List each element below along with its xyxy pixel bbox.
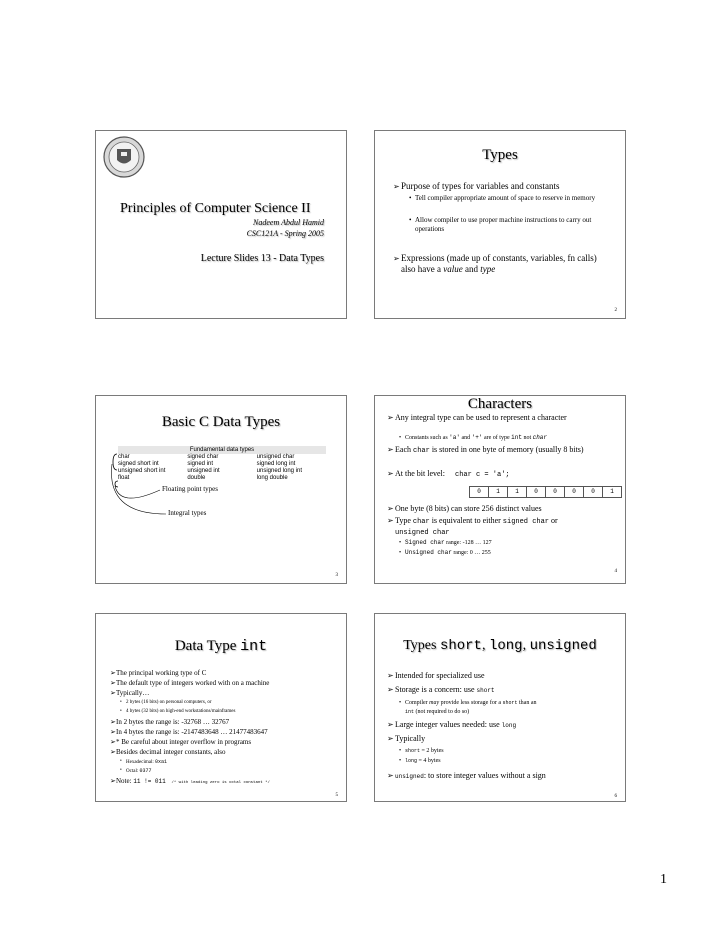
slide-title: Data Type int <box>174 638 268 655</box>
table-row: unsigned short int unsigned int unsigned long int <box>118 468 303 474</box>
label-floating-point: Floating point types <box>162 485 218 493</box>
bullet-expressions: ➢ Expressions (made up of constants, variables, fn calls) also have a value and type <box>393 253 597 274</box>
bullet-note: ➢ Note: 11 != 011 /* with leading zero is octal constant */ <box>110 777 270 785</box>
table-header: Fundamental data types <box>118 446 326 454</box>
bullet-purpose: ➢ Purpose of types for variables and constants <box>393 181 560 191</box>
bullet-integral-char: ➢ Any integral type can be used to represent a character <box>387 413 567 422</box>
bullet-typically: ➢ Typically… <box>110 689 150 697</box>
slide-number: 5 <box>335 793 338 798</box>
bullet-bit-level: ➢ At the bit level: char c = 'a'; <box>387 469 510 479</box>
bullet-unsigned: ➢ unsigned: to store integer values without a sign <box>387 771 546 780</box>
bullet-4byte-range: ➢ In 4 bytes the range is: -2147483648 … 21477483647 <box>110 728 268 736</box>
slide-number: 6 <box>614 794 617 799</box>
table-row: char signed char unsigned char <box>118 454 295 460</box>
bullet-byte: ➢ Each char is stored in one byte of memory (usually 8 bits) <box>387 445 584 455</box>
college-seal-icon <box>102 135 146 179</box>
bullet-2byte-range: ➢ In 2 bytes the range is: -32768 … 32767 <box>110 718 230 726</box>
slide-title: Types short, long, unsigned <box>403 638 597 654</box>
bit-cell: 0 <box>584 487 603 497</box>
bullet-default: ➢ The default type of integers worked with on a machine <box>110 679 270 687</box>
table-row: float double long double <box>118 475 288 481</box>
slide-title: Basic C Data Types <box>161 414 281 430</box>
label-integral: Integral types <box>168 509 207 517</box>
slide-title: Types <box>482 147 518 163</box>
presentation-title: Principles of Computer Science II <box>120 201 311 216</box>
bit-cell: 0 <box>470 487 489 497</box>
bullet-256-values: ➢ One byte (8 bits) can store 256 distinct values <box>387 504 542 513</box>
sub-bullet-hex: • Hexadecimal: 0xa1 <box>120 759 168 765</box>
slide-3 <box>95 395 347 584</box>
sub-bullet-space: • Tell compiler appropriate amount of space to reserve in memory <box>409 194 596 202</box>
course-name: CSC121A - Spring 2005 <box>246 229 324 238</box>
slide-number: 4 <box>614 569 617 574</box>
bit-cell: 1 <box>508 487 527 497</box>
table-row: signed short int signed int signed long int <box>118 461 296 467</box>
sub-bullet-instructions: • Allow compiler to use proper machine instructions to carry out operations <box>409 216 592 233</box>
slide-number: 2 <box>614 308 617 313</box>
slide-2 <box>374 130 626 319</box>
bullet-large: ➢ Large integer values needed: use long <box>387 720 517 729</box>
sub-bullet-unsigned-range: • Unsigned char range: 0 … 255 <box>399 549 491 556</box>
dot-bullet-icon: • <box>409 216 412 224</box>
arrow-bullet-icon: ➢ <box>393 182 400 191</box>
sub-bullet-short-size: • short = 2 bytes <box>399 748 444 754</box>
bit-cell: 0 <box>546 487 565 497</box>
bit-cell: 0 <box>527 487 546 497</box>
slide-6 <box>374 613 626 802</box>
bit-cell: 1 <box>489 487 508 497</box>
bit-diagram <box>469 486 622 498</box>
sub-bullet-constants: • Constants such as 'a' and '+' are of type int not char <box>399 434 548 441</box>
sub-bullet-2bytes: • 2 bytes (16 bits) on personal computers, or <box>120 700 212 705</box>
dot-bullet-icon: • <box>409 194 412 202</box>
bullet-constants: ➢ Besides decimal integer constants, also <box>110 748 226 756</box>
sub-bullet-4bytes: • 4 bytes (32 bits) on high-end workstations/mainframes <box>120 709 236 714</box>
sub-bullet-long-size: • long = 4 bytes <box>399 758 441 764</box>
slide-4 <box>374 395 626 584</box>
slide-title: Characters <box>467 396 533 412</box>
bullet-principal: ➢ The principal working type of C <box>110 669 207 677</box>
bullet-typically: ➢ Typically <box>387 734 426 743</box>
bullet-storage: ➢ Storage is a concern: use short <box>387 685 495 694</box>
sub-bullet-compiler: • Compiler may provide less storage for a short than an int (not required to do so) <box>399 700 537 715</box>
bit-cell: 1 <box>610 488 614 495</box>
bullet-specialized: ➢ Intended for specialized use <box>387 671 485 680</box>
bullet-overflow: ➢ * Be careful about integer overflow in programs <box>110 738 252 746</box>
slide-1 <box>95 130 347 319</box>
bracket-connectors <box>96 396 347 584</box>
author-name: Nadeem Abdul Hamid <box>253 218 324 227</box>
bit-cell: 0 <box>565 487 584 497</box>
slide-5 <box>95 613 347 802</box>
slide-number: 3 <box>335 573 338 578</box>
arrow-bullet-icon: ➢ <box>393 254 400 263</box>
page-number: 1 <box>660 872 667 887</box>
sub-bullet-octal: • Octal: 0377 <box>120 768 152 774</box>
lecture-label: Lecture Slides 13 - Data Types <box>200 253 324 264</box>
sub-bullet-signed-range: • Signed char range: -128 … 127 <box>399 539 492 546</box>
bullet-char-equivalent: ➢ Type char is equivalent to either signed char or unsigned char <box>387 516 558 537</box>
